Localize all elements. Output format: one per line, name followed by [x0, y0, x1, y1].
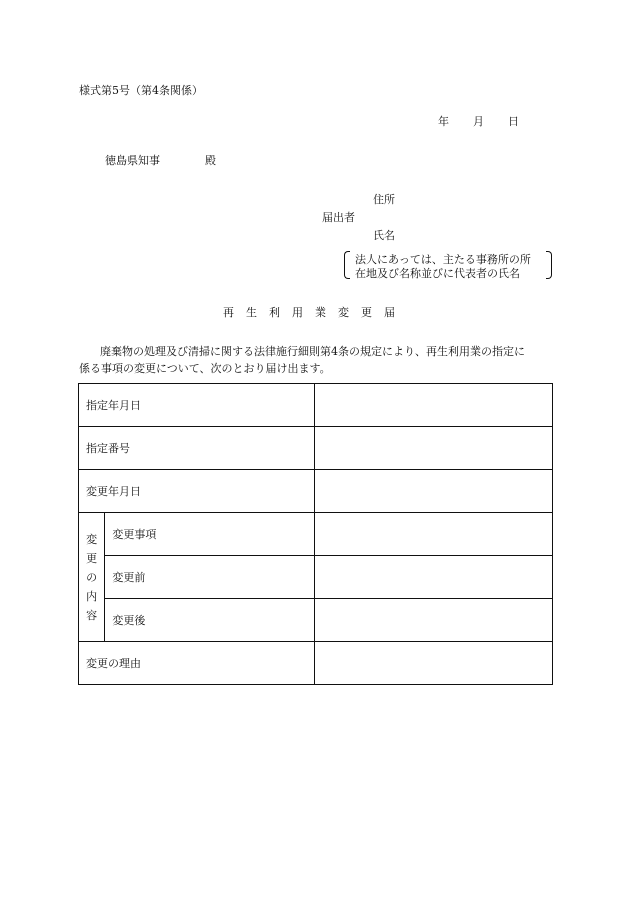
- designation-number-label: 指定番号: [79, 427, 315, 470]
- change-reason-label: 変更の理由: [79, 642, 315, 685]
- after-change-field[interactable]: [315, 599, 553, 642]
- vertical-char: 変: [86, 532, 98, 546]
- designation-date-field[interactable]: [315, 384, 553, 427]
- table-row: [79, 556, 553, 599]
- table-row: [79, 599, 553, 642]
- vertical-char: 内: [86, 589, 98, 603]
- date-month-label: 月: [473, 115, 484, 128]
- date-year-label: 年: [438, 115, 449, 128]
- after-change-label: 変更後: [105, 599, 315, 642]
- corporate-note: [344, 251, 552, 279]
- vertical-char: の: [86, 570, 98, 584]
- body-text: [79, 343, 554, 377]
- table-row: [79, 427, 553, 470]
- change-date-field[interactable]: [315, 470, 553, 513]
- vertical-char: 容: [86, 608, 98, 622]
- before-change-field[interactable]: [315, 556, 553, 599]
- change-item-label: 変更事項: [105, 513, 315, 556]
- date-line: [438, 113, 519, 129]
- body-line1: 廃棄物の処理及び清掃に関する法律施行細則第4条の規定により、再生利用業の指定に: [100, 345, 525, 358]
- change-reason-field[interactable]: [315, 642, 553, 685]
- notifier-label: 届出者: [322, 211, 355, 224]
- table-row: [79, 642, 553, 685]
- vertical-char: 更: [86, 551, 98, 565]
- corporate-note-line2: 在地及び名称並びに代表者の氏名: [355, 267, 520, 280]
- before-change-label: 変更前: [105, 556, 315, 599]
- change-item-field[interactable]: [315, 513, 553, 556]
- table-row: [79, 513, 553, 556]
- address-label: 住所: [373, 193, 395, 206]
- designation-number-field[interactable]: [315, 427, 553, 470]
- body-line2: 係る事項の変更について、次のとおり届け出ます。: [79, 362, 331, 375]
- table-row: [79, 470, 553, 513]
- corporate-note-line1: 法人にあっては、主たる事務所の所: [355, 253, 531, 266]
- honorific: 殿: [205, 154, 216, 167]
- table-row: [79, 384, 553, 427]
- change-date-label: 変更年月日: [79, 470, 315, 513]
- date-day-label: 日: [508, 115, 519, 128]
- document-title: 再生利用業変更届: [223, 306, 407, 319]
- right-bracket: [546, 251, 552, 279]
- left-bracket: [344, 251, 350, 279]
- form-table: [78, 383, 553, 685]
- change-content-group-label: [79, 513, 105, 642]
- designation-date-label: 指定年月日: [79, 384, 315, 427]
- addressee: 徳島県知事: [105, 154, 160, 167]
- form-number: 様式第5号（第4条関係）: [79, 84, 203, 97]
- name-label: 氏名: [373, 229, 395, 242]
